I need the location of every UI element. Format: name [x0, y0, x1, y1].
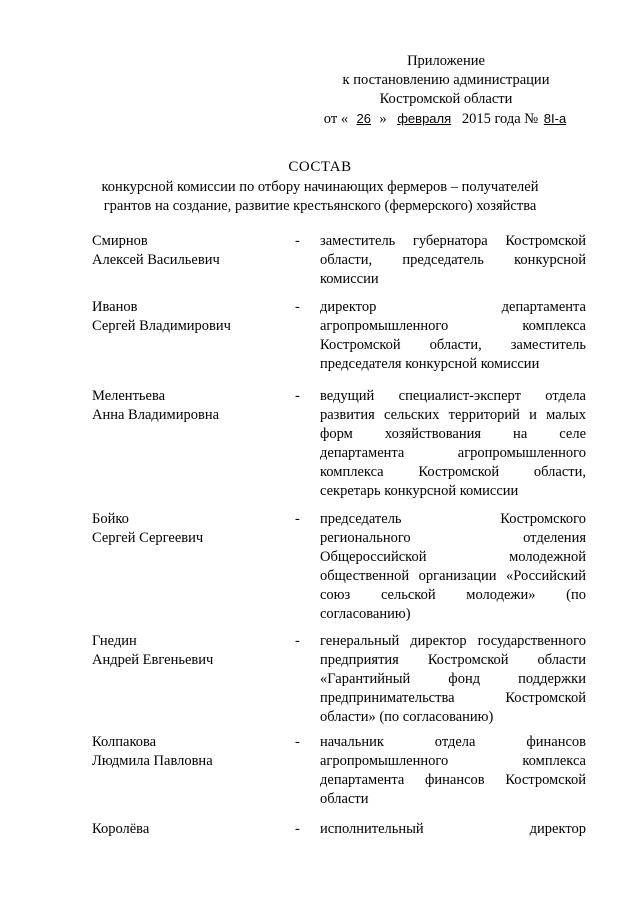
member-given-name: Андрей Евгеньевич: [92, 652, 214, 668]
title-line-1: конкурсной комиссии по отбору начинающих фермеров – получателей: [101, 179, 539, 195]
member-role-line: заместитель губернатора Костромской: [320, 233, 586, 249]
appendix-line-1: Приложение: [407, 53, 485, 69]
member-role-line: форм хозяйствования на селе: [320, 426, 586, 442]
date-prefix: от «: [323, 111, 349, 127]
document-title: [80, 158, 560, 216]
member-surname: Мелентьева: [92, 388, 166, 404]
member-surname: Колпакова: [92, 734, 157, 750]
member-dash: -: [295, 299, 300, 315]
member-role: [320, 387, 586, 501]
member-role: [320, 733, 586, 809]
member-given-name: Алексей Васильевич: [92, 252, 220, 268]
member-role: [320, 510, 586, 624]
member-role-line: комплекса Костромской области,: [320, 464, 586, 480]
appendix-header: [296, 52, 596, 129]
member-name: [92, 820, 282, 839]
member-role-line: согласованию): [320, 606, 411, 622]
member-surname: Гнедин: [92, 633, 137, 649]
member-role-line: предпринимательства Костромской: [320, 690, 586, 706]
member-surname: Королёва: [92, 821, 150, 837]
member-given-name: Людмила Павловна: [92, 753, 213, 769]
member-role-line: союз сельской молодежи» (по: [320, 587, 586, 603]
member-given-name: Анна Владимировна: [92, 407, 220, 423]
member-role-line: департамента агропромышленного: [320, 445, 586, 461]
member-role-line: области, председатель конкурсной: [320, 252, 586, 268]
member-role-line: председатель Костромского: [320, 511, 586, 527]
member-surname: Бойко: [92, 511, 129, 527]
member-given-name: Сергей Владимирович: [92, 318, 231, 334]
member-surname: Смирнов: [92, 233, 148, 249]
member-role-line: Костромской области, заместитель: [320, 337, 586, 353]
date-suffix: 2015 года №: [461, 111, 539, 127]
member-role-line: области» (по согласованию): [320, 709, 494, 725]
member-name: [92, 387, 282, 425]
member-role: [320, 632, 586, 727]
member-given-name: Сергей Сергеевич: [92, 530, 204, 546]
date-month: февраля: [397, 111, 452, 126]
member-role-line: регионального отделения: [320, 530, 586, 546]
member-role-line: исполнительный директор: [320, 821, 586, 837]
member-role-line: агропромышленного комплекса: [320, 318, 586, 334]
member-role-line: ведущий специалист-эксперт отдела: [320, 388, 586, 404]
member-role-line: агропромышленного комплекса: [320, 753, 586, 769]
member-role: [320, 820, 586, 839]
member-dash: -: [295, 821, 300, 837]
member-role-line: общественной организации «Российский: [320, 568, 586, 584]
member-dash: -: [295, 633, 300, 649]
member-dash: -: [295, 511, 300, 527]
member-role-line: директор департамента: [320, 299, 586, 315]
member-dash: -: [295, 734, 300, 750]
member-name: [92, 733, 282, 771]
date-day: 26: [356, 111, 371, 126]
date-mid: »: [379, 111, 387, 127]
member-role: [320, 232, 586, 289]
title-line-2: грантов на создание, развитие крестьянского (фермерского) хозяйства: [103, 198, 537, 214]
member-role: [320, 298, 586, 374]
member-role-line: начальник отдела финансов: [320, 734, 586, 750]
member-role-line: секретарь конкурсной комиссии: [320, 483, 519, 499]
member-dash: -: [295, 388, 300, 404]
member-role-line: «Гарантийный фонд поддержки: [320, 671, 586, 687]
member-role-line: генеральный директор государственного: [320, 633, 586, 649]
appendix-date-line: [296, 109, 596, 129]
member-role-line: департамента финансов Костромской: [320, 772, 586, 788]
member-role-line: области: [320, 791, 369, 807]
member-role-line: комиссии: [320, 271, 379, 287]
member-role-line: развития сельских территорий и малых: [320, 407, 586, 423]
appendix-line-3: Костромской области: [379, 91, 513, 107]
document-number: 8I-a: [543, 111, 567, 126]
member-dash: -: [295, 233, 300, 249]
member-surname: Иванов: [92, 299, 138, 315]
member-role-line: предприятия Костромской области: [320, 652, 586, 668]
member-name: [92, 232, 282, 270]
member-role-line: председателя конкурсной комиссии: [320, 356, 540, 372]
appendix-line-2: к постановлению администрации: [342, 72, 550, 88]
member-name: [92, 632, 282, 670]
member-name: [92, 510, 282, 548]
title-heading: СОСТАВ: [288, 159, 352, 175]
member-name: [92, 298, 282, 336]
member-role-line: Общероссийской молодежной: [320, 549, 586, 565]
